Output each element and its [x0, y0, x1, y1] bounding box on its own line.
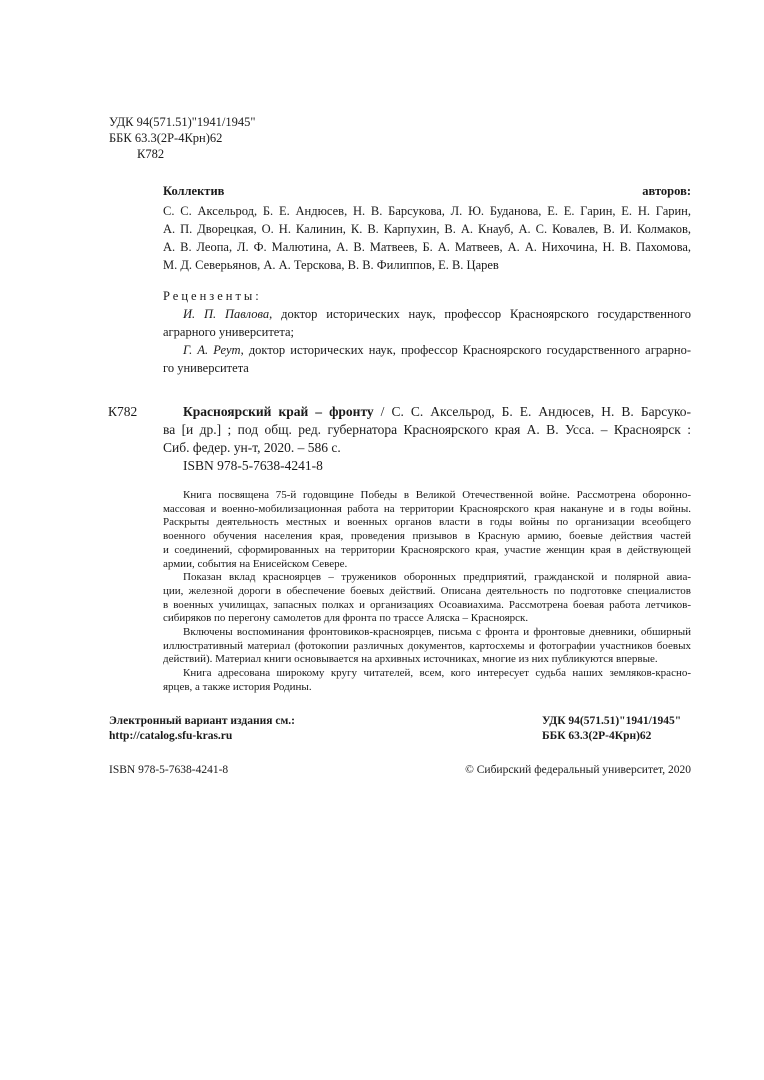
- annotation-line: массовая и военно-мобилизационная работа на территории Красноярского края накануне и в годы войны.: [163, 502, 691, 515]
- annotation-line: действий). Материал книги основывается на архивных источниках, многие из них публикуются впервые.: [163, 653, 658, 666]
- authors-line: А. В. Леопа, Л. Ф. Малютина, А. В. Матвеев, Б. А. Матвеев, А. А. Нихочина, Н. В. Пахомова,: [163, 240, 691, 254]
- bbk-code: ББК 63.3(2Р-4Крн)62: [109, 131, 223, 145]
- authors-line: М. Д. Северьянов, А. А. Терскова, В. В. Филиппов, Е. В. Царев: [163, 258, 499, 272]
- annotation-line: ции, железной дороги в обеспечение боевых действий. Описана деятельность по подготовке специалистов: [163, 584, 691, 597]
- annotation-line: Раскрыты деятельность местных и военных органов власти в годы войны по организации всеобщего: [163, 516, 691, 529]
- reviewer-credentials-cont: го университета: [163, 361, 249, 375]
- authors-heading: Коллектив авторов:: [163, 184, 691, 198]
- reviewer-entry: [163, 341, 691, 359]
- footer-udc: УДК 94(571.51)"1941/1945": [542, 715, 682, 727]
- annotation-line: Включены воспоминания фронтовиков-красноярцев, письма с фронта и фронтовые дневники, обширный: [183, 626, 691, 639]
- annotation-line: ярцев, а также история Родины.: [163, 680, 312, 693]
- reviewer-credentials: , доктор исторических наук, профессор Красноярского государственного аграрно-: [240, 343, 691, 357]
- reviewer-credentials: , доктор исторических наук, профессор Красноярского государственного: [269, 307, 691, 321]
- annotation-line: Показан вклад красноярцев – тружеников оборонных предприятий, гражданской и полярной авиа-: [183, 571, 691, 584]
- udc-code: УДК 94(571.51)"1941/1945": [109, 115, 256, 129]
- reviewer-entry: [163, 305, 691, 323]
- electronic-version-block: [109, 714, 295, 744]
- annotation-line: в военных училищах, запасных полках и организациях Осоавиахима. Рассмотрена боевая работа летчиков-: [163, 598, 691, 611]
- reviewers-block: [163, 287, 691, 377]
- author-cipher: К782: [137, 147, 165, 161]
- copyright-notice: © Сибирский федеральный университет, 2020: [465, 764, 691, 776]
- record-imprint: ва [и др.] ; под общ. ред. губернатора Красноярского края А. В. Усса. – Красноярск :: [163, 422, 691, 437]
- book-title: Красноярский край – фронту: [183, 404, 374, 419]
- catalog-url[interactable]: http://catalog.sfu-kras.ru: [109, 730, 233, 742]
- authors-line: С. С. Аксельрод, Б. Е. Андюсев, Н. В. Барсукова, Л. Ю. Буданова, Е. Е. Гарин, Е. Н. Гарин,: [163, 204, 691, 218]
- authors-block: [163, 182, 691, 274]
- record-isbn: ISBN 978-5-7638-4241-8: [183, 458, 323, 473]
- reviewer-credentials-cont: аграрного университета;: [163, 325, 294, 339]
- annotation-line: военного обучения населения края, проведения призывов в Красную армию, боевые действия частей: [163, 530, 691, 543]
- record-authors: / С. С. Аксельрод, Б. Е. Андюсев, Н. В. Барсуко-: [373, 404, 691, 419]
- annotation-block: [163, 489, 691, 695]
- classification-block: [109, 114, 255, 162]
- footer-classification: [542, 714, 681, 744]
- reviewer-name: И. П. Павлова: [183, 307, 270, 321]
- annotation-line: Книга посвящена 75-й годовщине Победы в Великой Отечественной войне. Рассмотрена оборонно-: [183, 489, 691, 501]
- authors-line: А. П. Дворецкая, О. Н. Калинин, К. В. Карпухин, В. А. Кнауб, А. С. Ковалев, В. И. Колмаков,: [163, 222, 691, 236]
- record-cipher: К782: [108, 404, 138, 419]
- footer-bbk: ББК 63.3(2Р-4Крн)62: [542, 730, 652, 742]
- annotation-line: Книга адресована широкому кругу читателей, всем, кого интересует судьба наших земляков-красно-: [183, 667, 691, 680]
- reviewer-name: Г. А. Реут: [183, 343, 241, 357]
- annotation-line: армии, события на Енисейском Севере.: [163, 557, 348, 570]
- electronic-version-label: Электронный вариант издания см.:: [109, 715, 295, 727]
- reviewers-heading: Рецензенты:: [163, 289, 262, 303]
- footer-isbn: ISBN 978-5-7638-4241-8: [109, 764, 229, 776]
- annotation-line: иллюстративный материал (фотокопии различных документов, картосхемы и фотографии участников боевых: [163, 639, 691, 652]
- annotation-line: сибиряков по перегону самолетов для фронта по трассе Аляска – Красноярск.: [163, 612, 529, 625]
- catalog-record: [163, 403, 691, 475]
- annotation-line: и соединений, сформированных на территории Красноярского края, участие женщин края в действующей: [163, 543, 691, 556]
- record-publisher: Сиб. федер. ун-т, 2020. – 586 с.: [163, 440, 341, 455]
